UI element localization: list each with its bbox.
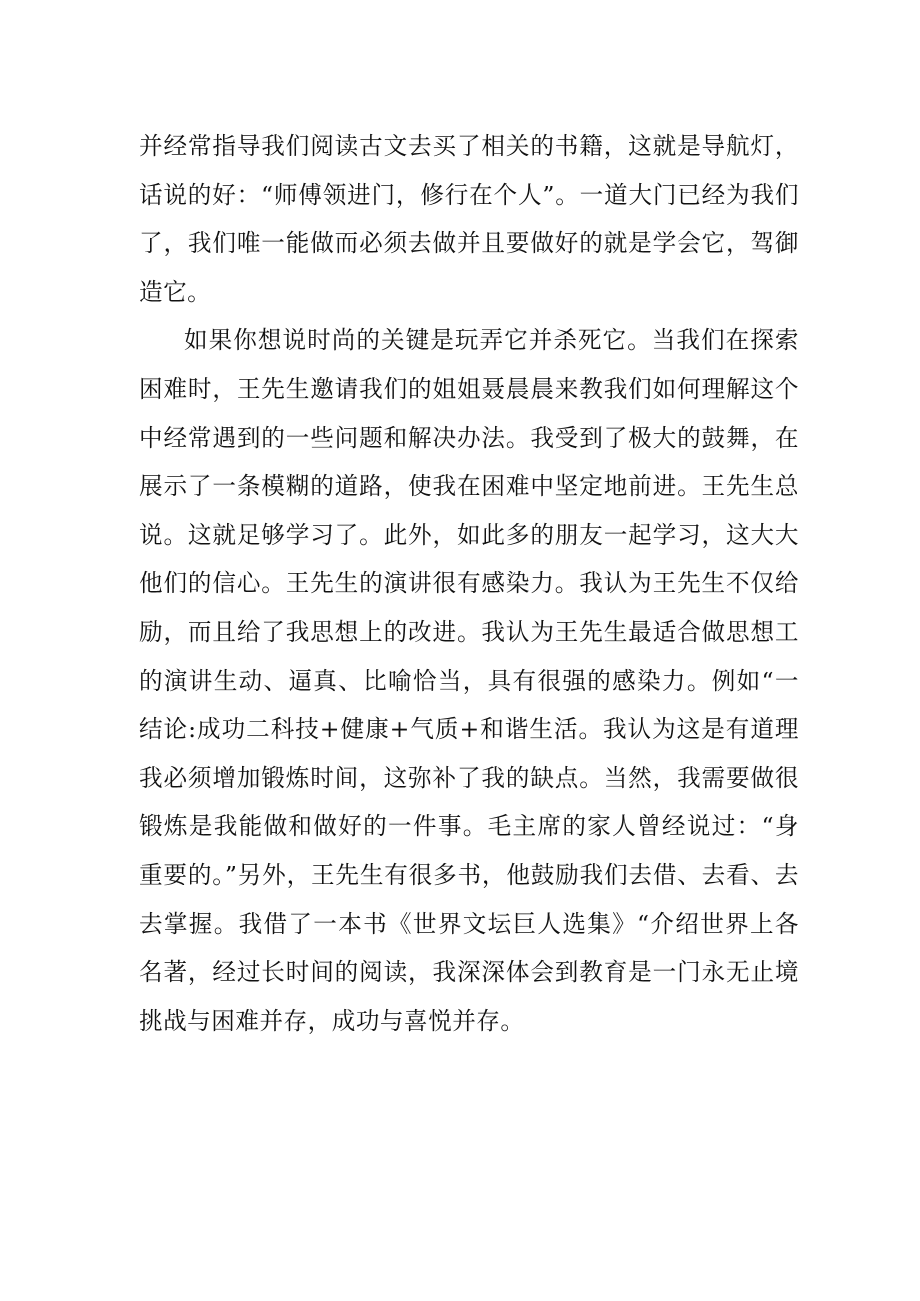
document-body xyxy=(139,122,799,1045)
text-line: 我必须增加锻炼时间，这弥补了我的缺点。当然，我需要做很 xyxy=(139,763,799,792)
text-line: 说。这就足够学习了。此外，如此多的朋友一起学习，这大大 xyxy=(139,520,799,549)
text-line: 了，我们唯一能做而必须去做并且要做好的就是学会它，驾御 xyxy=(139,229,799,258)
text-line: 锻炼是我能做和做好的一件事。毛主席的家人曾经说过：“身 xyxy=(139,812,799,841)
text-line: 话说的好：“师傅领进门，修行在个人”。一道大门已经为我们 xyxy=(139,180,799,209)
text-line: 重要的。”另外，王先生有很多书，他鼓励我们去借、去看、去 xyxy=(139,860,799,889)
text-line: 的演讲生动、逼真、比喻恰当，具有很强的感染力。例如“一 xyxy=(139,666,799,695)
text-line: 名著，经过长时间的阅读，我深深体会到教育是一门永无止境 xyxy=(139,958,799,987)
text-line: 并经常指导我们阅读古文去买了相关的书籍，这就是导航灯， xyxy=(139,132,799,160)
text-line: 励，而且给了我思想上的改进。我认为王先生最适合做思想工 xyxy=(139,617,799,646)
text-line: 他们的信心。王先生的演讲很有感染力。我认为王先生不仅给 xyxy=(139,569,799,598)
text-line: 如果你想说时尚的关键是玩弄它并杀死它。当我们在探索 xyxy=(184,326,799,355)
text-line: 去掌握。我借了一本书《世界文坛巨人选集》“介绍世界上各 xyxy=(139,909,799,938)
text-line: 展示了一条模糊的道路，使我在困难中坚定地前进。王先生总 xyxy=(139,472,799,501)
paragraph-2 xyxy=(139,316,799,1045)
text-line: 结论:成功二科技+健康+气质+和谐生活。我认为这是有道理 xyxy=(139,715,799,744)
text-line: 造它。 xyxy=(139,277,212,306)
text-line: 困难时，王先生邀请我们的姐姐聂晨晨来教我们如何理解这个 xyxy=(139,374,799,403)
text-line: 中经常遇到的一些问题和解决办法。我受到了极大的鼓舞，在 xyxy=(139,423,799,452)
text-line: 挑战与困难并存，成功与喜悦并存。 xyxy=(139,1006,525,1035)
paragraph-1 xyxy=(139,122,799,316)
